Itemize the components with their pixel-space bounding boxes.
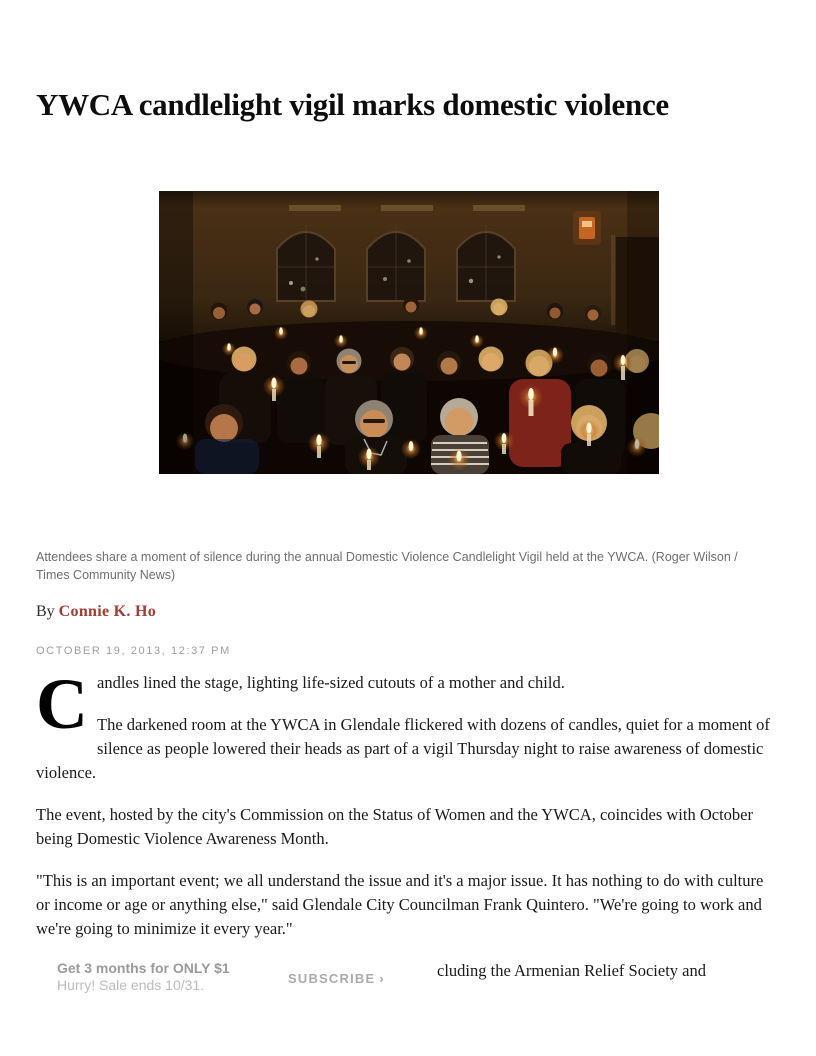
subscribe-button[interactable]	[288, 971, 384, 986]
byline	[36, 603, 156, 621]
article-photo	[159, 191, 659, 474]
promo-text	[57, 960, 230, 994]
publish-date: OCTOBER 19, 2013, 12:37 PM	[36, 645, 231, 657]
byline-prefix: By	[36, 603, 59, 620]
paragraph-2: The darkened room at the YWCA in Glendale flickered with dozens of candles, quiet for a moment of silence as people lowered their heads as part of a vigil Thursday night to raise awareness of domestic violence.	[36, 715, 770, 782]
candlelight-vigil-illustration	[159, 191, 659, 474]
partial-paragraph-text: cluding the Armenian Relief Society and	[437, 961, 706, 980]
subscription-banner	[0, 953, 816, 1011]
promo-urgency: Hurry! Sale ends 10/31.	[57, 977, 205, 993]
drop-cap: C	[36, 664, 88, 744]
paragraph-1: andles lined the stage, lighting life-sized cutouts of a mother and child.	[97, 673, 565, 692]
photo-caption: Attendees share a moment of silence during the annual Domestic Violence Candlelight Vigil held at the YWCA. (Roger Wilson / Times Community News)	[36, 550, 738, 582]
paragraph-3: The event, hosted by the city's Commission on the Status of Women and the YWCA, coincides with October being Domestic Violence Awareness Month.	[36, 805, 753, 848]
chevron-right-icon: ›	[379, 971, 384, 986]
paragraph-4: "This is an important event; we all understand the issue and it's a major issue. It has nothing to do with culture or income or age or anything else," said Glendale City Councilman Frank Quintero. "We're going to work and we're going to minimize it every year."	[36, 871, 764, 938]
article-headline: YWCA candlelight vigil marks domestic violence	[36, 86, 669, 122]
subscribe-label: SUBSCRIBE	[288, 971, 376, 986]
article-body	[36, 664, 780, 959]
author-link[interactable]: Connie K. Ho	[58, 603, 157, 620]
promo-offer: Get 3 months for ONLY $1	[57, 960, 230, 976]
